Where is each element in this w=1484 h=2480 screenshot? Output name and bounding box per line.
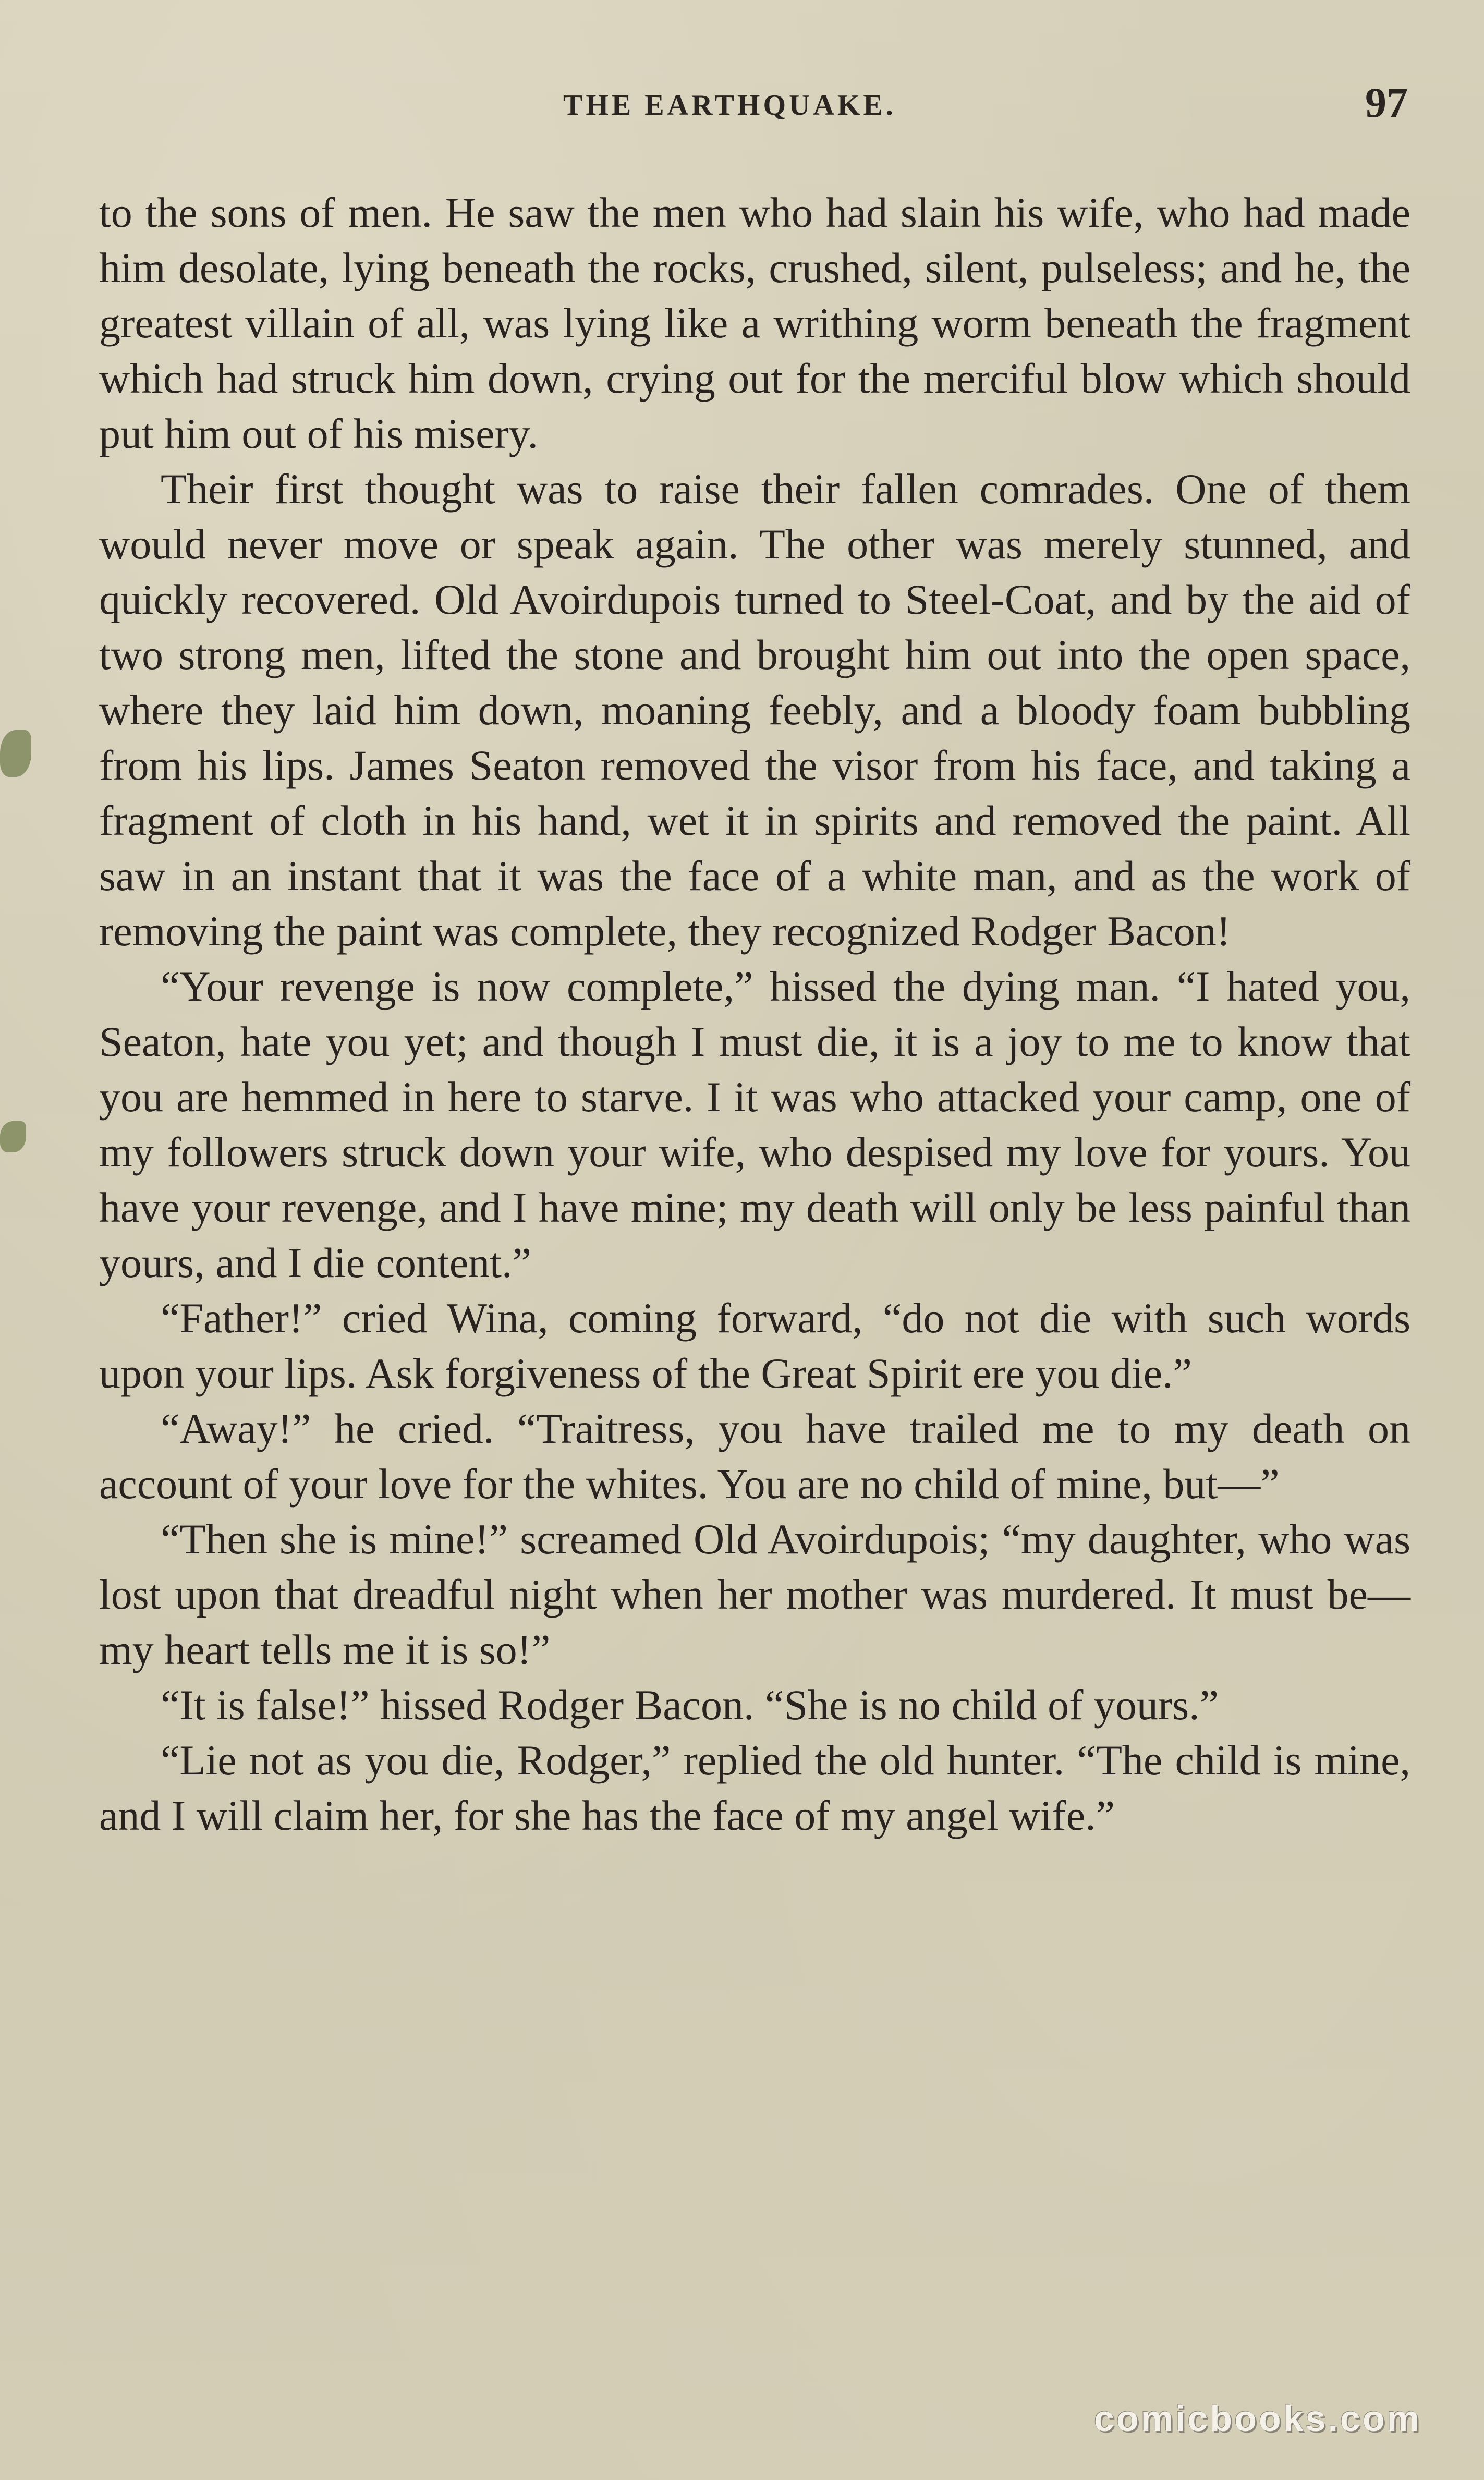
body-text	[99, 185, 1410, 1843]
page-stain	[0, 730, 31, 777]
paragraph: “It is false!” hissed Rodger Bacon. “She is no child of yours.”	[161, 1681, 1219, 1729]
paragraph: to the sons of men. He saw the men who had slain his wife, who had made him desolate, lying beneath the rocks, crushed, silent, pulseless; and he, the greatest villain of all, was lying like a writhing worm beneath the fragment which had struck him down, crying out for the merciful blow which should put him out of his misery.	[99, 189, 1410, 457]
paragraph: Their first thought was to raise their fallen comrades. One of them would never move or speak again. The other was merely stunned, and quickly recovered. Old Avoirdupois turned to Steel-Coat, and by the aid of two strong men, lifted the stone and brought him out into the open space, where they laid him down, moaning feebly, and a bloody foam bubbling from his lips. James Seaton removed the visor from his face, and taking a fragment of cloth in his hand, wet it in spirits and removed the paint. All saw in an instant that it was the face of a white man, and as the work of removing the paint was complete, they recognized Rodger Bacon!	[99, 465, 1410, 955]
page-number: 97	[1365, 79, 1408, 126]
watermark: comicbooks.com	[1094, 2398, 1421, 2439]
paragraph: “Father!” cried Wina, coming forward, “do not die with such words upon your lips. Ask forgiveness of the Great Spirit ere you die.”	[99, 1294, 1410, 1397]
page-stain	[0, 1121, 26, 1152]
paragraph: “Lie not as you die, Rodger,” replied the old hunter. “The child is mine, and I will claim her, for she has the face of my angel wife.”	[99, 1736, 1410, 1839]
paragraph: “Your revenge is now complete,” hissed the dying man. “I hated you, Seaton, hate you yet; and though I must die, it is a joy to me to know that you are hemmed in here to starve. I it was who attacked your camp, one of my followers struck down your wife, who despised my love for yours. You have your revenge, and I have mine; my death will only be less painful than yours, and I die content.”	[99, 963, 1410, 1286]
paragraph: “Away!” he cried. “Traitress, you have trailed me to my death on account of your love for the whites. You are no child of mine, but—”	[99, 1405, 1410, 1508]
running-head	[0, 78, 1484, 136]
chapter-title: THE EARTHQUAKE.	[563, 89, 896, 121]
paragraph: “Then she is mine!” screamed Old Avoirdupois; “my daughter, who was lost upon that dreadful night when her mother was murdered. It must be—my heart tells me it is so!”	[99, 1515, 1410, 1673]
